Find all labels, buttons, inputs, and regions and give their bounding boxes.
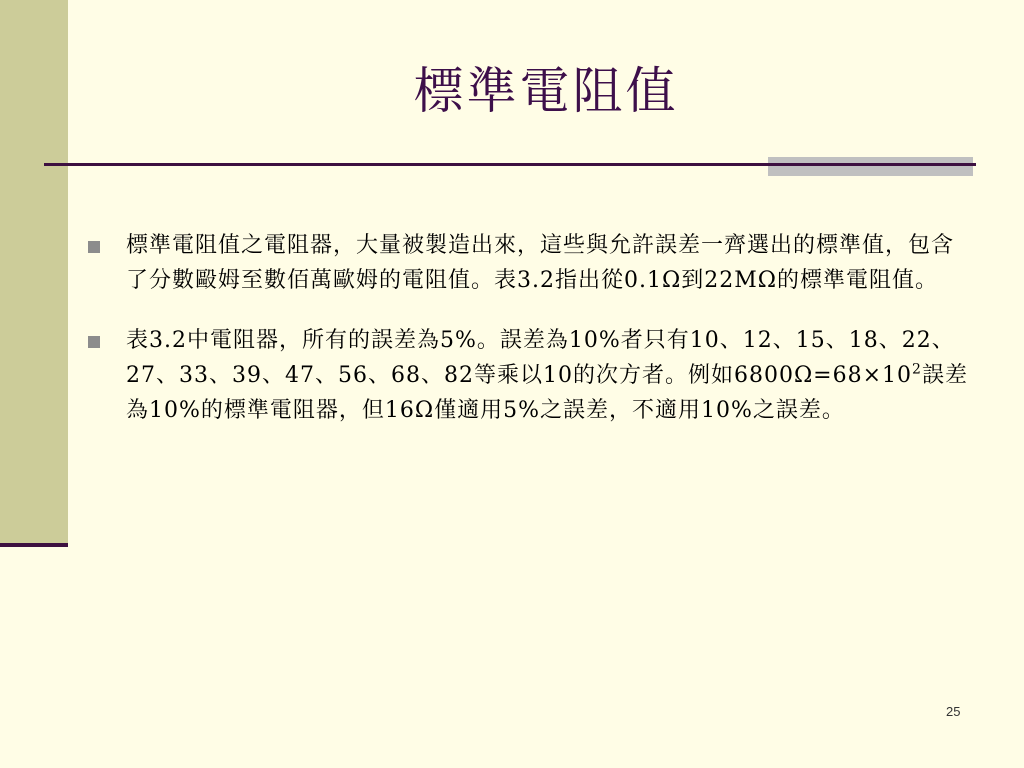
bullet-text-part1: 表3.2中電阻器，所有的誤差為5%。誤差為10%者只有10、12、15、18、22、27、33、39、47、56、68、82等乘以10的次方者。例如6800Ω=68×10 [126, 328, 955, 388]
title-accent-bar [768, 157, 973, 176]
square-bullet-icon [88, 336, 100, 348]
bullet-item-2 [88, 323, 968, 428]
left-band-rule [0, 543, 68, 547]
square-bullet-icon [88, 241, 100, 253]
left-decorative-band [0, 0, 68, 546]
slide-content [88, 228, 968, 453]
bullet-text-part2: 誤差為10%的標準電阻器，但16Ω僅適用5%之誤差，不適用10%之誤差。 [126, 363, 968, 423]
exponent: 2 [912, 361, 922, 378]
page-number: 25 [946, 704, 961, 719]
slide-title: 標準電阻值 [413, 62, 679, 120]
bullet-text: 標準電阻值之電阻器，大量被製造出來，這些與允許誤差一齊選出的標準值，包含了分數毆姆至數佰萬歐姆的電阻值。表3.2指出從0.1Ω到22MΩ的標準電阻值。 [126, 233, 955, 293]
bullet-item-1 [88, 228, 968, 298]
